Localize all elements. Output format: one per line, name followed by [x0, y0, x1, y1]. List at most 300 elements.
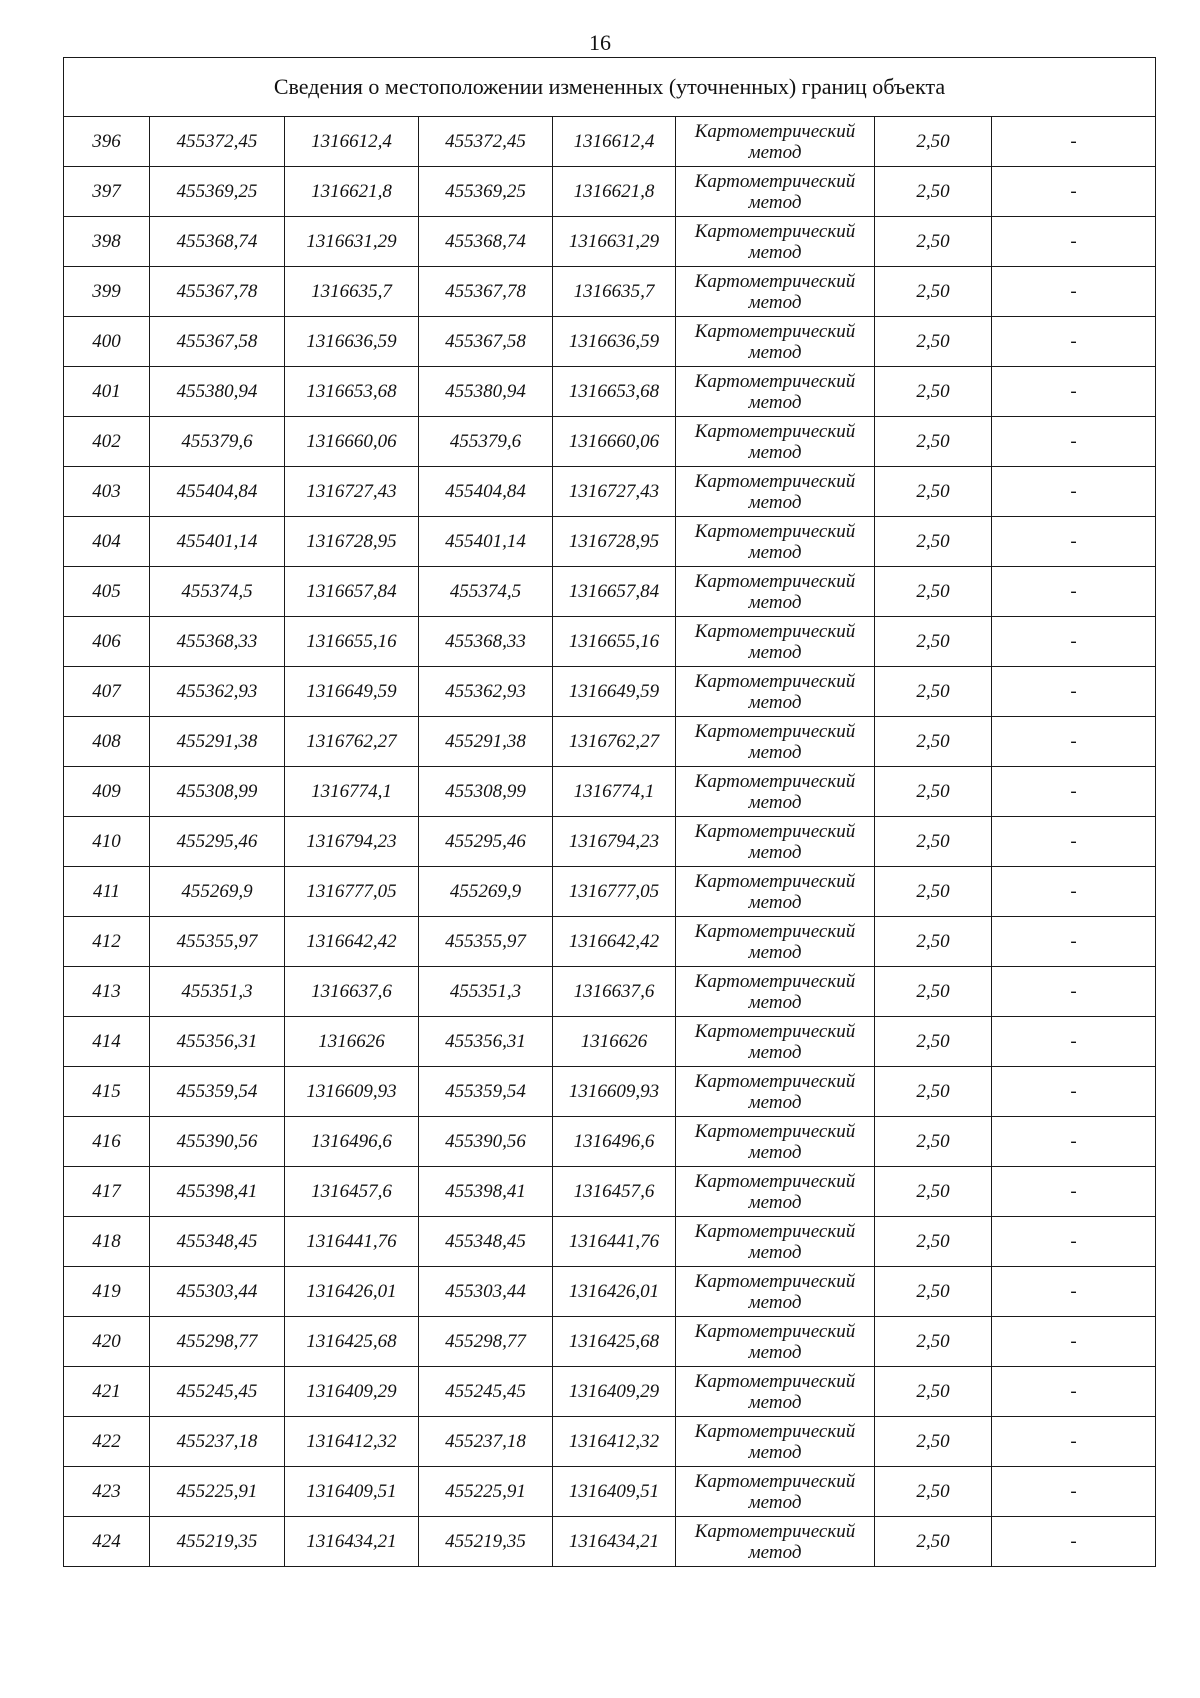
- cell-y-existing: 1316727,43: [285, 467, 419, 517]
- boundary-coordinates-table: [63, 57, 1156, 1567]
- method-line-1: Картометрический: [694, 1170, 856, 1192]
- method-line-2: метод: [748, 491, 802, 513]
- cell-accuracy: 2,50: [875, 1117, 992, 1167]
- cell-accuracy: 2,50: [875, 667, 992, 717]
- method-line-2: метод: [748, 691, 802, 713]
- cell-accuracy: 2,50: [875, 517, 992, 567]
- cell-y-new: 1316794,23: [553, 817, 676, 867]
- cell-x-existing: 455308,99: [150, 767, 285, 817]
- cell-accuracy: 2,50: [875, 617, 992, 667]
- cell-accuracy: 2,50: [875, 1517, 992, 1567]
- cell-x-existing: 455372,45: [150, 117, 285, 167]
- method-line-2: метод: [748, 291, 802, 313]
- page-number: 16: [589, 30, 611, 55]
- cell-y-existing: 1316434,21: [285, 1517, 419, 1567]
- cell-accuracy: 2,50: [875, 917, 992, 967]
- cell-x-new: 455245,45: [419, 1367, 553, 1417]
- cell-x-existing: 455368,33: [150, 617, 285, 667]
- method-line-1: Картометрический: [694, 1220, 856, 1242]
- cell-x-new: 455295,46: [419, 817, 553, 867]
- cell-x-existing: 455398,41: [150, 1167, 285, 1217]
- cell-method: [676, 1417, 875, 1467]
- cell-method: [676, 367, 875, 417]
- cell-x-existing: 455269,9: [150, 867, 285, 917]
- cell-point-number: 410: [64, 817, 150, 867]
- method-line-1: Картометрический: [694, 620, 856, 642]
- cell-accuracy: 2,50: [875, 817, 992, 867]
- cell-y-existing: 1316626: [285, 1017, 419, 1067]
- table-row: [64, 667, 1156, 717]
- cell-x-existing: 455303,44: [150, 1267, 285, 1317]
- method-line-2: метод: [748, 1441, 802, 1463]
- table-title: Сведения о местоположении измененных (уточненных) границ объекта: [64, 58, 1156, 117]
- method-line-1: Картометрический: [694, 1120, 856, 1142]
- table-row: [64, 1417, 1156, 1467]
- cell-y-new: 1316626: [553, 1017, 676, 1067]
- cell-y-new: 1316409,51: [553, 1467, 676, 1517]
- table-row: [64, 117, 1156, 167]
- method-line-1: Картометрический: [694, 720, 856, 742]
- cell-y-new: 1316457,6: [553, 1167, 676, 1217]
- cell-y-new: 1316762,27: [553, 717, 676, 767]
- cell-point-number: 423: [64, 1467, 150, 1517]
- cell-x-existing: 455369,25: [150, 167, 285, 217]
- cell-point-number: 419: [64, 1267, 150, 1317]
- cell-point-number: 406: [64, 617, 150, 667]
- method-line-2: метод: [748, 791, 802, 813]
- cell-y-existing: 1316409,51: [285, 1467, 419, 1517]
- cell-description: -: [992, 1367, 1156, 1417]
- cell-point-number: 417: [64, 1167, 150, 1217]
- cell-y-new: 1316631,29: [553, 217, 676, 267]
- method-line-1: Картометрический: [694, 370, 856, 392]
- cell-point-number: 404: [64, 517, 150, 567]
- table-row: [64, 717, 1156, 767]
- cell-y-new: 1316728,95: [553, 517, 676, 567]
- cell-x-new: 455269,9: [419, 867, 553, 917]
- cell-y-new: 1316777,05: [553, 867, 676, 917]
- cell-accuracy: 2,50: [875, 767, 992, 817]
- cell-x-new: 455367,78: [419, 267, 553, 317]
- cell-y-existing: 1316794,23: [285, 817, 419, 867]
- cell-accuracy: 2,50: [875, 117, 992, 167]
- cell-accuracy: 2,50: [875, 1067, 992, 1117]
- cell-y-existing: 1316609,93: [285, 1067, 419, 1117]
- cell-y-existing: 1316762,27: [285, 717, 419, 767]
- cell-x-new: 455390,56: [419, 1117, 553, 1167]
- cell-y-existing: 1316621,8: [285, 167, 419, 217]
- method-line-2: метод: [748, 1241, 802, 1263]
- cell-x-new: 455359,54: [419, 1067, 553, 1117]
- cell-point-number: 409: [64, 767, 150, 817]
- cell-y-new: 1316434,21: [553, 1517, 676, 1567]
- cell-accuracy: 2,50: [875, 317, 992, 367]
- method-line-1: Картометрический: [694, 1520, 856, 1542]
- cell-method: [676, 1267, 875, 1317]
- method-line-2: метод: [748, 341, 802, 363]
- method-line-1: Картометрический: [694, 1320, 856, 1342]
- cell-x-new: 455367,58: [419, 317, 553, 367]
- cell-method: [676, 267, 875, 317]
- cell-accuracy: 2,50: [875, 417, 992, 467]
- cell-description: -: [992, 817, 1156, 867]
- cell-description: -: [992, 917, 1156, 967]
- cell-x-existing: 455298,77: [150, 1317, 285, 1367]
- cell-x-new: 455291,38: [419, 717, 553, 767]
- cell-description: -: [992, 1267, 1156, 1317]
- cell-x-existing: 455356,31: [150, 1017, 285, 1067]
- cell-description: -: [992, 1317, 1156, 1367]
- cell-description: -: [992, 517, 1156, 567]
- cell-description: -: [992, 1167, 1156, 1217]
- cell-method: [676, 467, 875, 517]
- cell-y-new: 1316649,59: [553, 667, 676, 717]
- table-row: [64, 867, 1156, 917]
- cell-description: -: [992, 267, 1156, 317]
- cell-method: [676, 1067, 875, 1117]
- cell-method: [676, 1517, 875, 1567]
- cell-point-number: 402: [64, 417, 150, 467]
- cell-x-new: 455374,5: [419, 567, 553, 617]
- table-row: [64, 1067, 1156, 1117]
- table-title-row: [64, 58, 1156, 117]
- method-line-1: Картометрический: [694, 270, 856, 292]
- cell-point-number: 399: [64, 267, 150, 317]
- method-line-1: Картометрический: [694, 220, 856, 242]
- table-row: [64, 417, 1156, 467]
- table-row: [64, 217, 1156, 267]
- cell-x-existing: 455245,45: [150, 1367, 285, 1417]
- cell-accuracy: 2,50: [875, 367, 992, 417]
- cell-y-new: 1316425,68: [553, 1317, 676, 1367]
- method-line-1: Картометрический: [694, 1020, 856, 1042]
- cell-method: [676, 767, 875, 817]
- cell-description: -: [992, 717, 1156, 767]
- cell-method: [676, 1217, 875, 1267]
- cell-description: -: [992, 367, 1156, 417]
- cell-x-new: 455401,14: [419, 517, 553, 567]
- method-line-2: метод: [748, 1491, 802, 1513]
- cell-point-number: 400: [64, 317, 150, 367]
- cell-point-number: 413: [64, 967, 150, 1017]
- cell-method: [676, 1167, 875, 1217]
- cell-y-new: 1316660,06: [553, 417, 676, 467]
- cell-accuracy: 2,50: [875, 467, 992, 517]
- cell-method: [676, 217, 875, 267]
- cell-x-existing: 455225,91: [150, 1467, 285, 1517]
- method-line-2: метод: [748, 1141, 802, 1163]
- cell-point-number: 420: [64, 1317, 150, 1367]
- cell-description: -: [992, 217, 1156, 267]
- cell-y-new: 1316635,7: [553, 267, 676, 317]
- cell-accuracy: 2,50: [875, 567, 992, 617]
- cell-x-existing: 455380,94: [150, 367, 285, 417]
- cell-method: [676, 1367, 875, 1417]
- cell-method: [676, 317, 875, 367]
- cell-y-new: 1316653,68: [553, 367, 676, 417]
- cell-x-existing: 455219,35: [150, 1517, 285, 1567]
- cell-y-new: 1316637,6: [553, 967, 676, 1017]
- method-line-1: Картометрический: [694, 770, 856, 792]
- cell-y-existing: 1316657,84: [285, 567, 419, 617]
- cell-description: -: [992, 567, 1156, 617]
- cell-description: -: [992, 317, 1156, 367]
- cell-x-new: 455368,33: [419, 617, 553, 667]
- cell-y-existing: 1316728,95: [285, 517, 419, 567]
- cell-accuracy: 2,50: [875, 1217, 992, 1267]
- cell-description: -: [992, 1067, 1156, 1117]
- method-line-2: метод: [748, 391, 802, 413]
- cell-y-existing: 1316660,06: [285, 417, 419, 467]
- cell-point-number: 408: [64, 717, 150, 767]
- cell-x-new: 455351,3: [419, 967, 553, 1017]
- cell-accuracy: 2,50: [875, 1467, 992, 1517]
- table-row: [64, 767, 1156, 817]
- cell-x-new: 455380,94: [419, 367, 553, 417]
- table-row: [64, 567, 1156, 617]
- method-line-1: Картометрический: [694, 520, 856, 542]
- method-line-1: Картометрический: [694, 1370, 856, 1392]
- cell-x-new: 455303,44: [419, 1267, 553, 1317]
- method-line-1: Картометрический: [694, 470, 856, 492]
- cell-point-number: 421: [64, 1367, 150, 1417]
- method-line-2: метод: [748, 441, 802, 463]
- method-line-2: метод: [748, 1291, 802, 1313]
- cell-x-existing: 455359,54: [150, 1067, 285, 1117]
- table-row: [64, 267, 1156, 317]
- cell-y-existing: 1316642,42: [285, 917, 419, 967]
- cell-x-existing: 455355,97: [150, 917, 285, 967]
- method-line-2: метод: [748, 241, 802, 263]
- cell-x-new: 455355,97: [419, 917, 553, 967]
- cell-description: -: [992, 117, 1156, 167]
- cell-y-new: 1316426,01: [553, 1267, 676, 1317]
- table-row: [64, 1467, 1156, 1517]
- cell-y-new: 1316621,8: [553, 167, 676, 217]
- cell-x-existing: 455368,74: [150, 217, 285, 267]
- cell-y-new: 1316496,6: [553, 1117, 676, 1167]
- method-line-2: метод: [748, 991, 802, 1013]
- table-row: [64, 1517, 1156, 1567]
- cell-y-existing: 1316655,16: [285, 617, 419, 667]
- cell-description: -: [992, 417, 1156, 467]
- table-row: [64, 1167, 1156, 1217]
- method-line-2: метод: [748, 591, 802, 613]
- method-line-2: метод: [748, 1341, 802, 1363]
- cell-method: [676, 867, 875, 917]
- method-line-2: метод: [748, 1191, 802, 1213]
- cell-method: [676, 117, 875, 167]
- table-row: [64, 517, 1156, 567]
- cell-y-existing: 1316653,68: [285, 367, 419, 417]
- method-line-1: Картометрический: [694, 570, 856, 592]
- cell-description: -: [992, 767, 1156, 817]
- table-row: [64, 1267, 1156, 1317]
- cell-point-number: 412: [64, 917, 150, 967]
- cell-accuracy: 2,50: [875, 1267, 992, 1317]
- cell-description: -: [992, 667, 1156, 717]
- cell-method: [676, 517, 875, 567]
- cell-point-number: 416: [64, 1117, 150, 1167]
- cell-description: -: [992, 1217, 1156, 1267]
- cell-y-new: 1316409,29: [553, 1367, 676, 1417]
- cell-description: -: [992, 1417, 1156, 1467]
- cell-y-new: 1316612,4: [553, 117, 676, 167]
- cell-y-existing: 1316612,4: [285, 117, 419, 167]
- cell-y-existing: 1316637,6: [285, 967, 419, 1017]
- cell-x-existing: 455374,5: [150, 567, 285, 617]
- cell-method: [676, 1017, 875, 1067]
- table-row: [64, 167, 1156, 217]
- cell-x-existing: 455291,38: [150, 717, 285, 767]
- cell-x-new: 455237,18: [419, 1417, 553, 1467]
- cell-point-number: 414: [64, 1017, 150, 1067]
- cell-accuracy: 2,50: [875, 867, 992, 917]
- table-row: [64, 617, 1156, 667]
- method-line-1: Картометрический: [694, 870, 856, 892]
- cell-accuracy: 2,50: [875, 1367, 992, 1417]
- cell-point-number: 415: [64, 1067, 150, 1117]
- cell-x-existing: 455379,6: [150, 417, 285, 467]
- cell-x-existing: 455401,14: [150, 517, 285, 567]
- method-line-2: метод: [748, 141, 802, 163]
- cell-description: -: [992, 1517, 1156, 1567]
- method-line-2: метод: [748, 941, 802, 963]
- method-line-2: метод: [748, 1391, 802, 1413]
- cell-x-new: 455379,6: [419, 417, 553, 467]
- table-row: [64, 967, 1156, 1017]
- cell-method: [676, 1117, 875, 1167]
- cell-accuracy: 2,50: [875, 1417, 992, 1467]
- method-line-1: Картометрический: [694, 1470, 856, 1492]
- cell-x-existing: 455348,45: [150, 1217, 285, 1267]
- cell-y-new: 1316609,93: [553, 1067, 676, 1117]
- cell-point-number: 418: [64, 1217, 150, 1267]
- cell-accuracy: 2,50: [875, 217, 992, 267]
- method-line-2: метод: [748, 841, 802, 863]
- cell-point-number: 424: [64, 1517, 150, 1567]
- cell-point-number: 405: [64, 567, 150, 617]
- cell-y-existing: 1316774,1: [285, 767, 419, 817]
- method-line-1: Картометрический: [694, 1420, 856, 1442]
- cell-method: [676, 567, 875, 617]
- table-row: [64, 1317, 1156, 1367]
- cell-method: [676, 167, 875, 217]
- cell-description: -: [992, 167, 1156, 217]
- cell-point-number: 401: [64, 367, 150, 417]
- cell-y-existing: 1316649,59: [285, 667, 419, 717]
- cell-point-number: 403: [64, 467, 150, 517]
- cell-x-new: 455225,91: [419, 1467, 553, 1517]
- cell-x-new: 455362,93: [419, 667, 553, 717]
- table-row: [64, 467, 1156, 517]
- table-row: [64, 1117, 1156, 1167]
- table-row: [64, 1367, 1156, 1417]
- cell-y-existing: 1316457,6: [285, 1167, 419, 1217]
- cell-y-new: 1316441,76: [553, 1217, 676, 1267]
- method-line-1: Картометрический: [694, 420, 856, 442]
- cell-x-existing: 455390,56: [150, 1117, 285, 1167]
- cell-x-existing: 455295,46: [150, 817, 285, 867]
- cell-x-existing: 455367,78: [150, 267, 285, 317]
- cell-x-new: 455372,45: [419, 117, 553, 167]
- cell-description: -: [992, 867, 1156, 917]
- cell-y-existing: 1316441,76: [285, 1217, 419, 1267]
- cell-description: -: [992, 1017, 1156, 1067]
- method-line-2: метод: [748, 541, 802, 563]
- table-row: [64, 1017, 1156, 1067]
- cell-method: [676, 967, 875, 1017]
- method-line-1: Картометрический: [694, 970, 856, 992]
- method-line-2: метод: [748, 891, 802, 913]
- cell-x-existing: 455237,18: [150, 1417, 285, 1467]
- cell-description: -: [992, 467, 1156, 517]
- cell-accuracy: 2,50: [875, 1167, 992, 1217]
- cell-y-new: 1316655,16: [553, 617, 676, 667]
- cell-x-existing: 455362,93: [150, 667, 285, 717]
- cell-y-existing: 1316412,32: [285, 1417, 419, 1467]
- cell-y-new: 1316636,59: [553, 317, 676, 367]
- table-body: [64, 58, 1156, 1567]
- cell-point-number: 422: [64, 1417, 150, 1467]
- cell-accuracy: 2,50: [875, 267, 992, 317]
- method-line-1: Картометрический: [694, 670, 856, 692]
- cell-y-existing: 1316409,29: [285, 1367, 419, 1417]
- method-line-2: метод: [748, 191, 802, 213]
- cell-x-new: 455308,99: [419, 767, 553, 817]
- table-row: [64, 817, 1156, 867]
- method-line-1: Картометрический: [694, 170, 856, 192]
- method-line-1: Картометрический: [694, 1070, 856, 1092]
- cell-y-existing: 1316425,68: [285, 1317, 419, 1367]
- cell-y-new: 1316412,32: [553, 1417, 676, 1467]
- cell-method: [676, 1467, 875, 1517]
- cell-x-new: 455368,74: [419, 217, 553, 267]
- cell-y-existing: 1316426,01: [285, 1267, 419, 1317]
- method-line-1: Картометрический: [694, 920, 856, 942]
- cell-method: [676, 717, 875, 767]
- cell-y-new: 1316657,84: [553, 567, 676, 617]
- cell-accuracy: 2,50: [875, 1317, 992, 1367]
- cell-description: -: [992, 967, 1156, 1017]
- cell-x-new: 455298,77: [419, 1317, 553, 1367]
- cell-y-existing: 1316636,59: [285, 317, 419, 367]
- cell-method: [676, 617, 875, 667]
- cell-method: [676, 667, 875, 717]
- cell-method: [676, 417, 875, 467]
- cell-accuracy: 2,50: [875, 1017, 992, 1067]
- cell-point-number: 407: [64, 667, 150, 717]
- method-line-1: Картометрический: [694, 120, 856, 142]
- cell-y-new: 1316642,42: [553, 917, 676, 967]
- method-line-2: метод: [748, 1041, 802, 1063]
- cell-point-number: 396: [64, 117, 150, 167]
- cell-y-existing: 1316496,6: [285, 1117, 419, 1167]
- cell-point-number: 397: [64, 167, 150, 217]
- cell-method: [676, 1317, 875, 1367]
- cell-x-existing: 455367,58: [150, 317, 285, 367]
- cell-x-new: 455219,35: [419, 1517, 553, 1567]
- cell-point-number: 398: [64, 217, 150, 267]
- method-line-1: Картометрический: [694, 320, 856, 342]
- cell-x-new: 455348,45: [419, 1217, 553, 1267]
- cell-y-existing: 1316631,29: [285, 217, 419, 267]
- method-line-2: метод: [748, 1541, 802, 1563]
- method-line-1: Картометрический: [694, 820, 856, 842]
- cell-y-new: 1316774,1: [553, 767, 676, 817]
- method-line-2: метод: [748, 741, 802, 763]
- table-row: [64, 1217, 1156, 1267]
